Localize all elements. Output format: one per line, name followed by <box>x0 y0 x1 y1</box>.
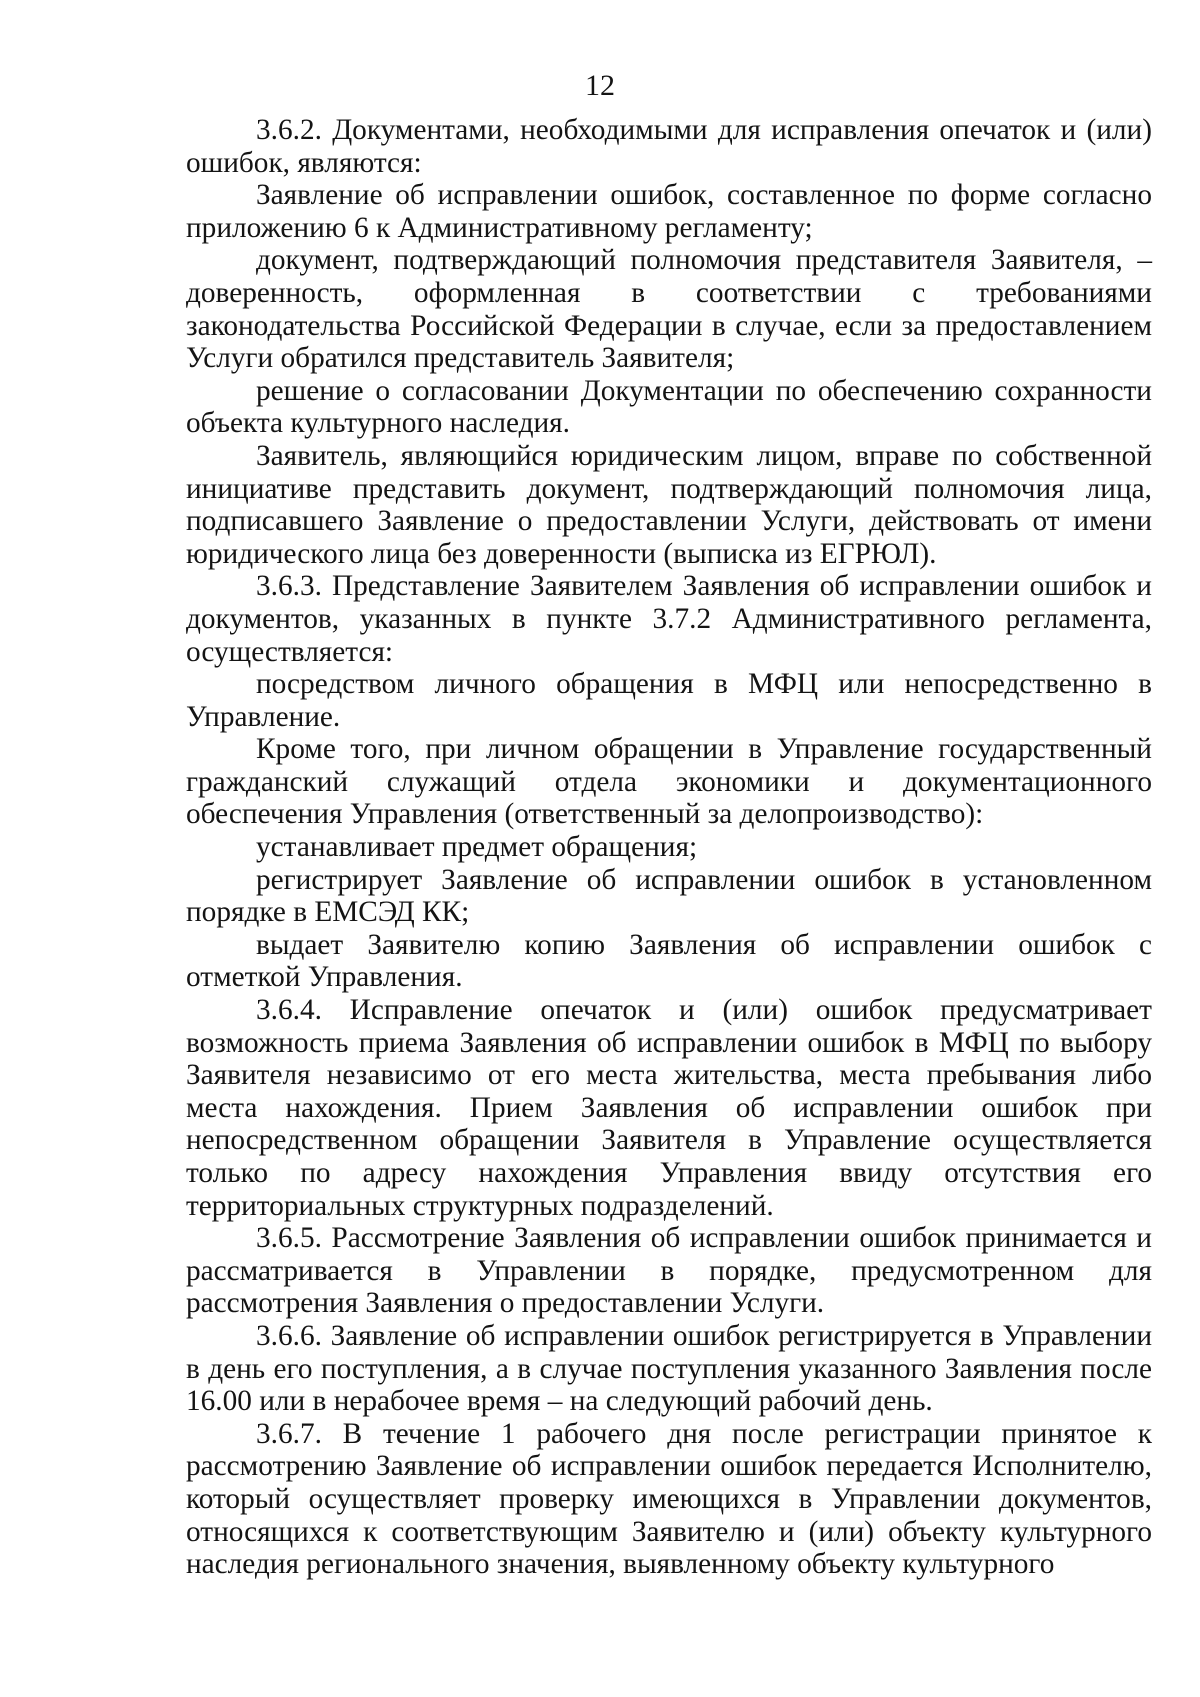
paragraph-legal-entity: Заявитель, являющийся юридическим лицом, вправе по собственной инициативе представить документ, подтверждающий полномочия лица, подписавшего Заявление о предоставлении Услуги, действовать от имени юридического лица без доверенности (выписка из ЕГРЮЛ). <box>186 439 1152 570</box>
paragraph-application-form: Заявление об исправлении ошибок, составленное по форме согласно приложению 6 к Административному регламенту; <box>186 179 1152 244</box>
paragraph-3-6-3: 3.6.3. Представление Заявителем Заявления об исправлении ошибок и документов, указанных в пункте 3.7.2 Административного регламента, осуществляется: <box>186 570 1152 668</box>
paragraph-3-6-2: 3.6.2. Документами, необходимыми для исправления опечаток и (или) ошибок, являются: <box>186 114 1152 179</box>
paragraph-registers-application: регистрирует Заявление об исправлении ошибок в установленном порядке в ЕМСЭД КК; <box>186 863 1152 929</box>
paragraph-power-of-attorney: документ, подтверждающий полномочия представителя Заявителя, – доверенность, оформленная в соответствии с требованиями законодательства Российской Федерации в случае, если за предоставлением Услуги обратился представитель Заявителя; <box>186 244 1152 375</box>
paragraph-personal-appeal: посредством личного обращения в МФЦ или непосредственно в Управление. <box>186 668 1152 733</box>
paragraph-3-6-6: 3.6.6. Заявление об исправлении ошибок регистрируется в Управлении в день его поступления, а в случае поступления указанного Заявления после 16.00 или в нерабочее время – на следующий рабочий день. <box>186 1319 1152 1418</box>
paragraph-3-6-4: 3.6.4. Исправление опечаток и (или) ошибок предусматривает возможность приема Заявления об исправлении ошибок в МФЦ по выбору Заявителя независимо от его места жительства, места пребывания либо места нахождения. Прием Заявления об исправлении ошибок при непосредственном обращении Заявителя в Управление осуществляется только по адресу нахождения Управления ввиду отсутствия его территориальных структурных подразделений. <box>186 994 1152 1222</box>
paragraph-3-6-5: 3.6.5. Рассмотрение Заявления об исправлении ошибок принимается и рассматривается в Управлении в порядке, предусмотренном для рассмотрения Заявления о предоставлении Услуги. <box>186 1222 1152 1320</box>
document-body <box>186 114 1152 1581</box>
paragraph-approval-decision: решение о согласовании Документации по обеспечению сохранности объекта культурного наследия. <box>186 374 1152 440</box>
paragraph-3-6-7: 3.6.7. В течение 1 рабочего дня после регистрации принятое к рассмотрению Заявление об исправлении ошибок передается Исполнителю, который осуществляет проверку имеющихся в Управлении документов, относящихся к соответствующим Заявителю и (или) объекту культурного наследия регионального значения, выявленному объекту культурного <box>186 1417 1152 1581</box>
paragraph-establishes-subject: устанавливает предмет обращения; <box>256 831 698 864</box>
paragraph-issues-copy: выдает Заявителю копию Заявления об исправлении ошибок с отметкой Управления. <box>186 928 1152 994</box>
paragraph-civil-servant: Кроме того, при личном обращении в Управление государственный гражданский служащий отдела экономики и документационного обеспечения Управления (ответственный за делопроизводство): <box>186 733 1152 831</box>
page-number: 12 <box>585 69 615 102</box>
